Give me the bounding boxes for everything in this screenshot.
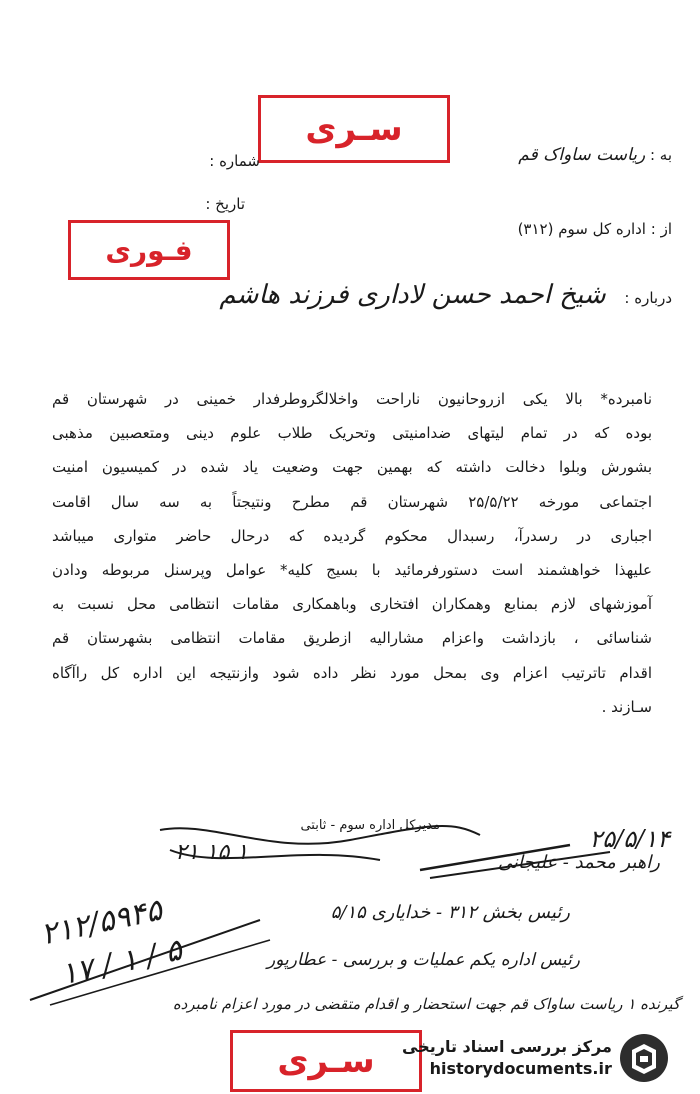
from-value: اداره کل سوم (۳۱۲) — [517, 220, 646, 238]
watermark-text — [402, 1036, 612, 1080]
subject-line — [219, 280, 672, 310]
subject-label: درباره : — [624, 289, 672, 307]
date-line — [205, 195, 245, 213]
handwritten-line-4: گیرنده ۱ ریاست ساواک قم جهت استحضار و اقدام متقضی در مورد اعزام نامبرده — [172, 995, 680, 1013]
from-line — [518, 220, 672, 238]
handwritten-reference-number: ۲۱۲/۵۹۴۵ — [37, 892, 166, 953]
body-line: اقدام تاترتیب اعزام وی بمحل مورد نظر داده شود وازنتیجه این اداره کل راآگاه — [52, 663, 652, 682]
urgent-stamp-text: فـورى — [105, 233, 193, 267]
body-line: آموزشهای لازم بمنابع وهمکاران افتخاری وباهمکاری مقامات انتظامی محل نسبت به — [52, 595, 652, 614]
number-line — [209, 152, 260, 170]
secret-stamp-top-text: سـرى — [305, 109, 403, 149]
body-line: شناسائی ، بازداشت واعزام مشارالیه ازطریق مقامات انتظامی بشهرستان قم — [52, 629, 652, 648]
reference-strokes — [20, 900, 280, 1010]
body-line: بشورش وبلوا دخالت داشته که بهمین جهت وضعیت یاد شده در کمیسیون امنیت — [52, 458, 652, 477]
secret-stamp-bottom-text: سـرى — [277, 1041, 375, 1081]
from-label: از : — [650, 220, 672, 238]
body-line: بوده که در تمام لیتهای ضدامنیتی وتحریک طلاب علوم دینی ومتعصبین مذهبی — [52, 424, 652, 443]
body-line: نامبرده* بالا یکی ازروحانیون ناراحت واخلالگروطرفدار خمینی در شهرستان قم — [52, 390, 652, 408]
signature-date: ۲۵/۵/۱۴ — [589, 825, 670, 853]
handwritten-line-3: رئیس اداره یکم عملیات و بررسی - عطارپور — [267, 950, 580, 970]
secret-stamp-bottom — [230, 1030, 422, 1092]
archive-logo-icon — [618, 1032, 670, 1084]
watermark — [396, 1030, 696, 1086]
urgent-stamp — [68, 220, 230, 280]
body-line: علیهذا خواهشمند است دستورفرمائید با بسیج کلیه* عوامل وپرسنل مربوطه ودادن — [52, 561, 652, 580]
to-line — [518, 145, 672, 165]
body-line: اجباری در رسدرآ، رسبدال محکوم گردیده که درحال حاضر متواری میباشد — [52, 526, 652, 545]
body-line: اجتماعی مورخه ۲۵/۵/۲۲ شهرستان قم مطرح ونتیجتاً به سه سال اقامت — [52, 492, 652, 511]
watermark-url: historydocuments.ir — [429, 1059, 612, 1078]
date-label: تاریخ : — [205, 195, 245, 213]
handwritten-line-2: رئیس بخش ۳۱۲ - خدایاری ۵/۱۵ — [330, 902, 570, 923]
letter-body — [52, 382, 652, 724]
handwritten-reference-date: ۱۷ / ۱ / ۵ — [57, 932, 186, 993]
number-label: شماره : — [209, 152, 260, 170]
to-value: ریاست ساواک قم — [518, 145, 646, 165]
subject-value: شیخ احمد حسن لاداری فرزند هاشم — [219, 280, 606, 310]
signature-scribble — [150, 800, 670, 890]
watermark-name: مرکز بررسی اسناد تاریخی — [402, 1037, 612, 1056]
to-label: به : — [649, 146, 672, 164]
signature-serial: ۲۱ ۱۵ ۱ — [175, 840, 249, 865]
signature-title: مدیرکل اداره سوم - ثابتی — [300, 818, 440, 833]
secret-stamp-top — [258, 95, 450, 163]
body-line: سـازند . — [601, 697, 652, 716]
handwritten-line-1: راهبر محمد - علیجانی — [497, 852, 660, 873]
